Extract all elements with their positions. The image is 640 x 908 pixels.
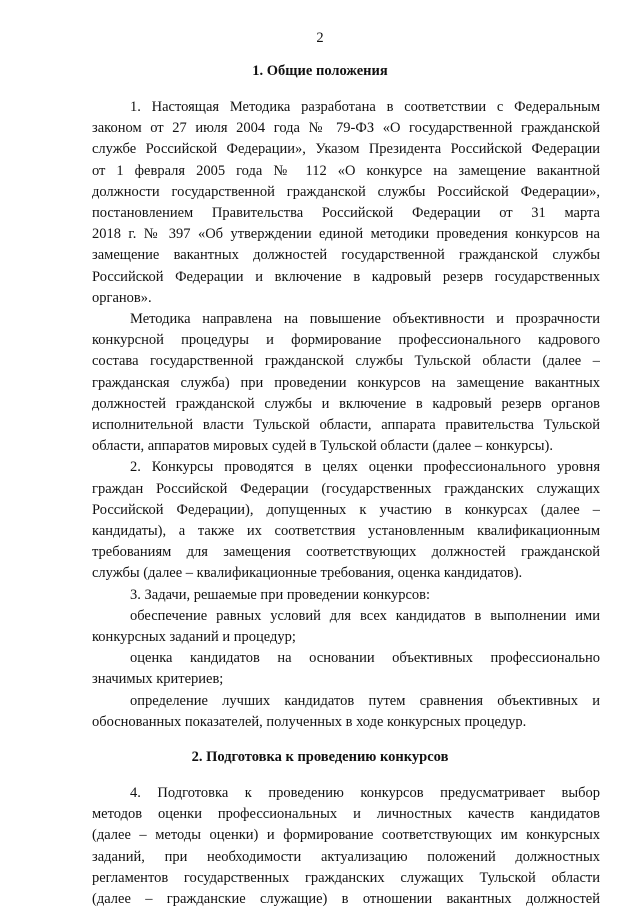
text-line: Российской Федерации и включение в кадровый резерв государственных [92, 269, 600, 285]
text-line: 1. Настоящая Методика разработана в соответствии с Федеральным [130, 99, 600, 115]
text-line: (далее – гражданские служащие) в отношении вакантных должностей [92, 891, 600, 907]
text-line: постановлением Правительства Российской Федерации от 31 марта [92, 205, 600, 221]
text-line: службы (далее – квалификационные требования, оценка кандидатов). [92, 565, 523, 581]
text-line: Методика направлена на повышение объективности и прозрачности [130, 311, 600, 327]
section-2-heading: 2. Подготовка к проведению конкурсов [191, 749, 449, 765]
text-line: законом от 27 июля 2004 года № 79-ФЗ «О государственной гражданской [92, 120, 600, 136]
text-line: должностей гражданской службы и включение в кадровый резерв органов [92, 396, 600, 412]
text-line: обеспечение равных условий для всех кандидатов в выполнении ими [130, 608, 600, 624]
text-line: (далее – методы оценки) и формирование соответствующих им конкурсных [92, 827, 600, 843]
text-line: области, аппаратов мировых судей в Тульской области (далее – конкурсы). [92, 438, 553, 454]
text-line: должности государственной гражданской службы Российской Федерации», [92, 184, 600, 200]
page-number: 2 [316, 30, 324, 46]
text-line: службе Российской Федерации», Указом Президента Российской Федерации [92, 141, 600, 157]
text-line: органов». [92, 290, 152, 306]
text-line: определение лучших кандидатов путем сравнения объективных и [130, 693, 600, 709]
text-line: 2018 г. № 397 «Об утверждении единой методики проведения конкурсов на [92, 226, 600, 242]
text-line: оценка кандидатов на основании объективных профессионально [130, 650, 600, 666]
text-line: значимых критериев; [92, 671, 224, 687]
text-line: замещение вакантных должностей государственной гражданской службы [92, 247, 600, 263]
text-line: кандидаты), а также их соответствия установленным квалификационным [92, 523, 600, 539]
text-line: заданий, при необходимости актуализацию положений должностных [92, 849, 600, 865]
text-line: методов оценки профессиональных и личностных качеств кандидатов [92, 806, 600, 822]
text-line: граждан Российской Федерации (государственных гражданских служащих [92, 481, 600, 497]
text-line: регламентов государственных гражданских служащих Тульской области [92, 870, 600, 886]
text-line: обоснованных показателей, полученных в ходе конкурсных процедур. [92, 714, 527, 730]
text-line: 3. Задачи, решаемые при проведении конкурсов: [130, 587, 431, 603]
text-line: состава государственной гражданской службы Тульской области (далее – [92, 353, 600, 369]
text-line: конкурсных заданий и процедур; [92, 629, 296, 645]
text-line: Российской Федерации), допущенных к участию в конкурсах (далее – [92, 502, 600, 518]
text-line: 2. Конкурсы проводятся в целях оценки профессионального уровня [130, 459, 600, 475]
section-1-heading: 1. Общие положения [252, 63, 388, 79]
text-line: 4. Подготовка к проведению конкурсов предусматривает выбор [130, 785, 600, 801]
text-line: от 1 февраля 2005 года № 112 «О конкурсе на замещение вакантной [92, 163, 600, 179]
text-line: исполнительной власти Тульской области, аппарата правительства Тульской [92, 417, 600, 433]
text-line: гражданская служба) при проведении конкурсов на замещение вакантных [92, 375, 600, 391]
text-line: конкурсной процедуры и формирование профессионального кадрового [92, 332, 600, 348]
text-line: требованиям для замещения соответствующих должностей гражданской [92, 544, 600, 560]
